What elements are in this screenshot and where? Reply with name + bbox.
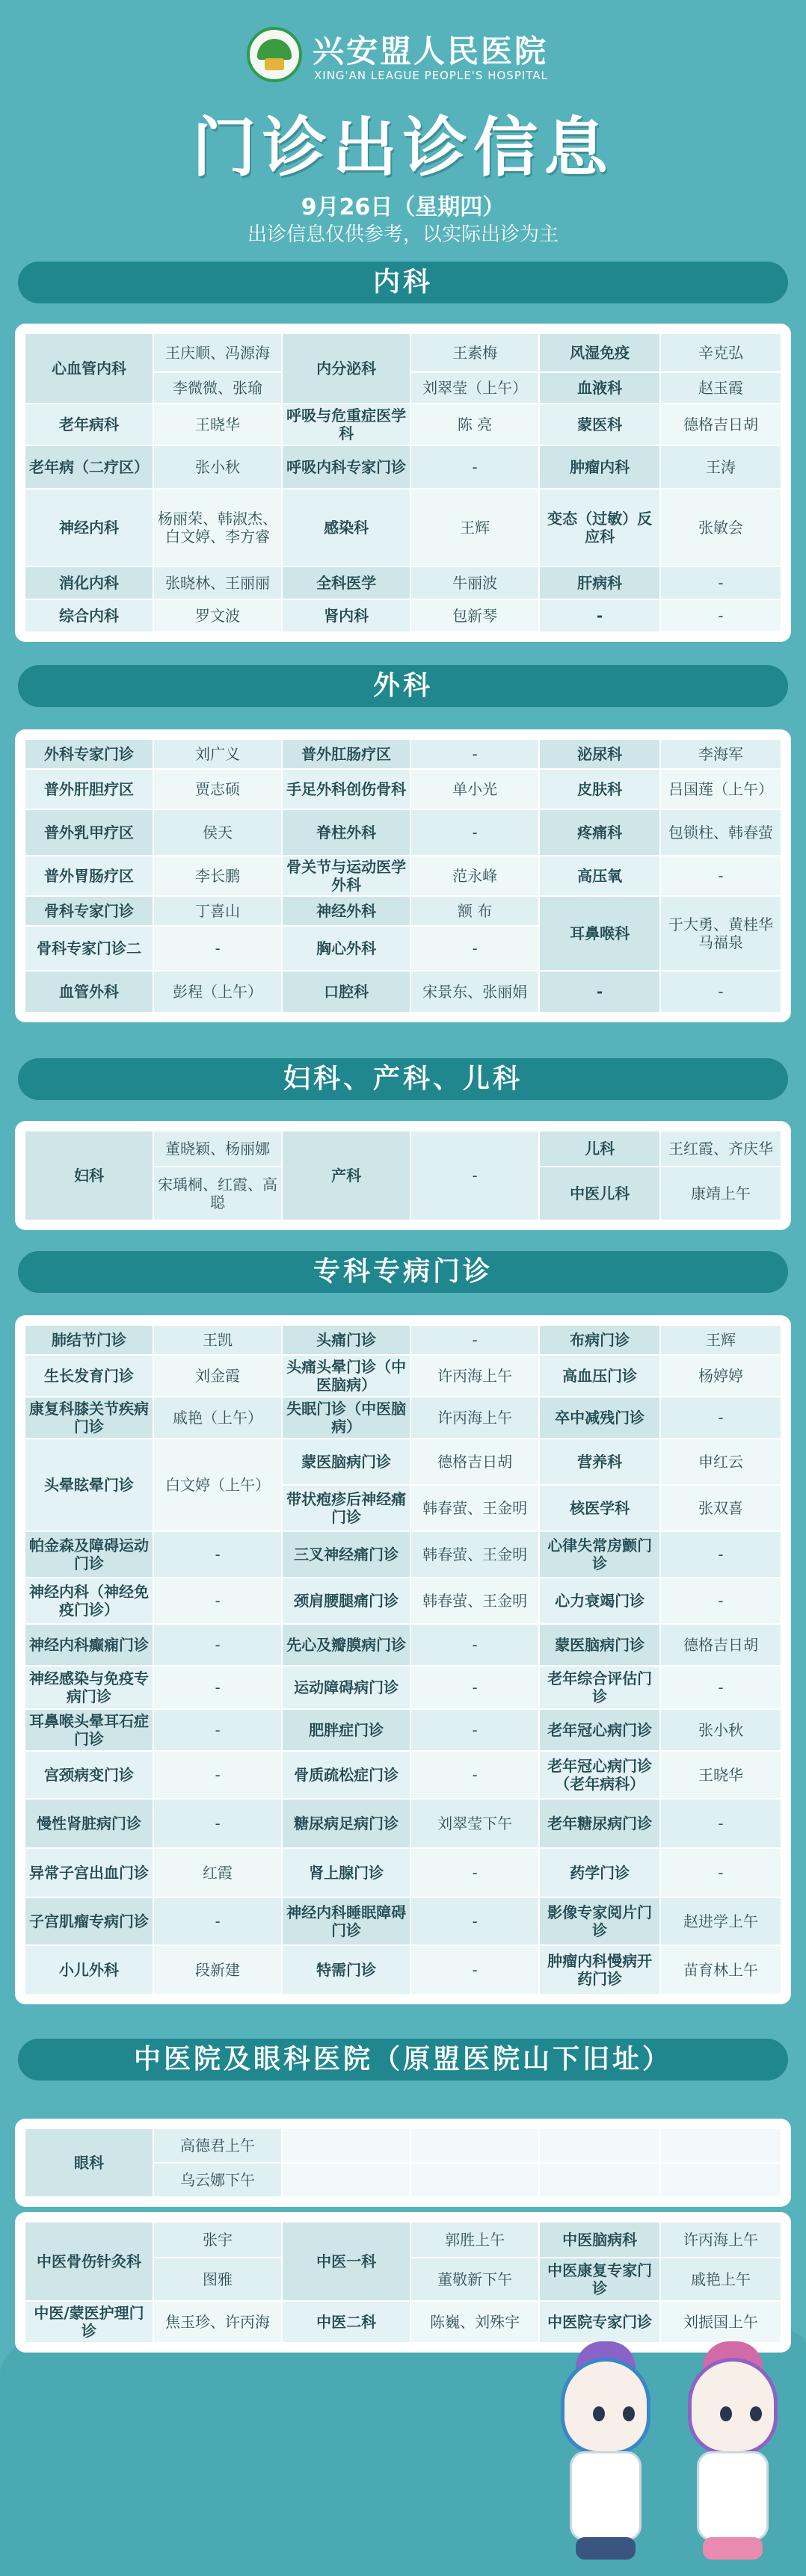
doctor-cell: - xyxy=(410,1848,539,1897)
doctor-cell: - xyxy=(660,566,781,599)
doctor-cell: - xyxy=(660,1848,781,1897)
dept-cell: 影像专家阅片门诊 xyxy=(539,1897,660,1945)
eye-table xyxy=(24,2128,782,2198)
dept-cell: 神经感染与免疫专病门诊 xyxy=(25,1666,153,1709)
doctor-cell: - xyxy=(410,739,539,769)
dept-cell: 老年病（二疗区） xyxy=(25,445,153,489)
doctor-cell: 王晓华 xyxy=(153,404,282,445)
dept-cell: 肿瘤内科 xyxy=(539,445,660,489)
doctor-cell: 德格吉日胡 xyxy=(660,404,781,445)
dept-cell: 中医院专家门诊 xyxy=(539,2301,660,2343)
empty-cell xyxy=(282,2163,410,2197)
dept-cell: 皮肤科 xyxy=(539,769,660,809)
doctor-cell: 罗文波 xyxy=(153,599,282,632)
table-row xyxy=(25,445,781,489)
table-row xyxy=(25,2128,781,2163)
dept-cell: 肥胖症门诊 xyxy=(282,1709,410,1751)
dept-cell: 老年综合评估门诊 xyxy=(539,1666,660,1709)
doctor-cell: 包新琴 xyxy=(410,599,539,632)
dept-cell: 中医骨伤针灸科 xyxy=(25,2222,153,2301)
dept-cell: 中医脑病科 xyxy=(539,2222,660,2258)
dept-cell: 老年冠心病门诊 xyxy=(539,1709,660,1751)
table-row xyxy=(25,1531,781,1578)
doctor-cell: 许丙海上午 xyxy=(410,1397,539,1439)
doctor-cell: 张双喜 xyxy=(660,1485,781,1531)
dept-cell: 肺结节门诊 xyxy=(25,1325,153,1355)
dept-cell: 中医/蒙医护理门诊 xyxy=(25,2301,153,2343)
dept-cell: 康复科膝关节疾病门诊 xyxy=(25,1397,153,1439)
doctor-cell: 德格吉日胡 xyxy=(410,1439,539,1485)
doctor-cell: - xyxy=(153,926,282,971)
section-header-obgyn: 妇科、产科、儿科 xyxy=(18,1058,788,1100)
doctor-cell: 焦玉珍、许丙海 xyxy=(153,2301,282,2343)
doctor-cell: - xyxy=(410,1945,539,1995)
doctor-cell: - xyxy=(410,1897,539,1945)
doctor-cell: 乌云娜下午 xyxy=(153,2163,282,2197)
empty-cell xyxy=(660,2128,781,2163)
table-row xyxy=(25,404,781,445)
doctor-cell: 杨丽荣、韩淑杰、白文婷、李方睿 xyxy=(153,489,282,566)
internal-table-card xyxy=(15,324,791,642)
dept-cell: 神经内科（神经免疫门诊） xyxy=(25,1578,153,1624)
doctor-cell: 王辉 xyxy=(410,489,539,566)
empty-cell xyxy=(539,2163,660,2197)
dept-cell: 高压氧 xyxy=(539,856,660,896)
empty-cell xyxy=(410,2163,539,2197)
dept-cell: 普外肝胆疗区 xyxy=(25,769,153,809)
dept-cell: 卒中减残门诊 xyxy=(539,1397,660,1439)
doctor-cell: 贾志硕 xyxy=(153,769,282,809)
doctor-cell: 丁喜山 xyxy=(153,896,282,926)
dept-cell: 消化内科 xyxy=(25,566,153,599)
doctor-cell: - xyxy=(410,445,539,489)
doctor-cell: 赵进学上午 xyxy=(660,1897,781,1945)
doctor-cell: 申红云 xyxy=(660,1439,781,1485)
mascot-coat xyxy=(697,2451,769,2541)
dept-cell: 肿瘤内科慢病开药门诊 xyxy=(539,1945,660,1995)
dept-cell: 耳鼻喉科 xyxy=(539,896,660,971)
doctor-cell: 牛丽波 xyxy=(410,566,539,599)
doctor-cell: 李微微、张瑜 xyxy=(153,372,282,404)
doctor-cell: 张晓林、王丽丽 xyxy=(153,566,282,599)
dept-cell: 中医一科 xyxy=(282,2222,410,2301)
dept-cell: 老年病科 xyxy=(25,404,153,445)
tcm-table xyxy=(24,2221,782,2344)
dept-cell: 眼科 xyxy=(25,2128,153,2197)
dept-cell: 肾内科 xyxy=(282,599,410,632)
doctor-cell: 段新建 xyxy=(153,1945,282,1995)
dept-cell: 血管外科 xyxy=(25,971,153,1013)
doctor-cell: 包锁柱、韩春萤 xyxy=(660,809,781,856)
page-header xyxy=(0,0,806,258)
hospital-name-en: XING'AN LEAGUE PEOPLE'S HOSPITAL xyxy=(314,69,548,82)
doctor-cell: 王素梅 xyxy=(410,333,539,372)
table-row xyxy=(25,489,781,566)
doctor-cell: 彭程（上午） xyxy=(153,971,282,1013)
doctor-cell: 戚艳上午 xyxy=(660,2258,781,2301)
doctor-cell: 张宇 xyxy=(153,2222,282,2258)
dept-cell: 产科 xyxy=(282,1131,410,1220)
dept-cell: 颈肩腰腿痛门诊 xyxy=(282,1578,410,1624)
table-row xyxy=(25,1897,781,1945)
dept-cell: 帕金森及障碍运动门诊 xyxy=(25,1531,153,1578)
notice-text: 出诊信息仅供参考，以实际出诊为主 xyxy=(247,223,559,246)
doctor-cell: 范永峰 xyxy=(410,856,539,896)
dept-cell: 蒙医脑病门诊 xyxy=(539,1624,660,1666)
doctor-cell: 王凯 xyxy=(153,1325,282,1355)
doctor-cell: 杨婷婷 xyxy=(660,1355,781,1397)
doctor-cell: 吕国莲（上午） xyxy=(660,769,781,809)
dept-cell: 神经内科睡眠障碍门诊 xyxy=(282,1897,410,1945)
table-row xyxy=(25,1666,781,1709)
dept-cell: 风湿免疫 xyxy=(539,333,660,372)
dept-cell: 外科专家门诊 xyxy=(25,739,153,769)
dept-cell: 中医康复专家门诊 xyxy=(539,2258,660,2301)
obgyn-table-card xyxy=(15,1121,791,1230)
doctor-cell: - xyxy=(153,1666,282,1709)
mascot-feet xyxy=(576,2537,636,2560)
doctor-cell: 侯天 xyxy=(153,809,282,856)
doctor-cell: - xyxy=(410,1325,539,1355)
dept-cell: 慢性肾脏病门诊 xyxy=(25,1799,153,1848)
table-row xyxy=(25,566,781,599)
doctor-cell: - xyxy=(410,1751,539,1799)
table-row xyxy=(25,2222,781,2258)
dept-cell: 失眠门诊（中医脑病） xyxy=(282,1397,410,1439)
doctor-cell: - xyxy=(660,1531,781,1578)
dept-cell: 神经外科 xyxy=(282,896,410,926)
table-row xyxy=(25,1355,781,1397)
eye-table-card xyxy=(15,2119,791,2207)
doctor-cell: - xyxy=(660,856,781,896)
doctor-cell: 苗育林上午 xyxy=(660,1945,781,1995)
table-row xyxy=(25,1945,781,1995)
table-row xyxy=(25,1848,781,1897)
doctor-cell: 张小秋 xyxy=(153,445,282,489)
dept-cell: 血液科 xyxy=(539,372,660,404)
date-label: 9月26日（星期四） xyxy=(301,194,505,220)
mascot-head xyxy=(688,2358,778,2455)
mascot-nurse xyxy=(680,2358,785,2567)
table-row xyxy=(25,2301,781,2343)
doctor-cell: - xyxy=(660,1397,781,1439)
empty-cell xyxy=(282,2128,410,2163)
hospital-name-cn: 兴安盟人民医院 xyxy=(313,33,549,70)
dept-cell: 口腔科 xyxy=(282,971,410,1013)
dept-cell: 蒙医脑病门诊 xyxy=(282,1439,410,1485)
table-row xyxy=(25,856,781,896)
dept-cell: 特需门诊 xyxy=(282,1945,410,1995)
dept-cell: 神经内科癫痫门诊 xyxy=(25,1624,153,1666)
dept-cell: 营养科 xyxy=(539,1439,660,1485)
doctor-cell: - xyxy=(410,1131,539,1220)
dept-cell: 糖尿病足病门诊 xyxy=(282,1799,410,1848)
surgery-table xyxy=(24,738,782,1013)
dept-cell: 手足外科创伤骨科 xyxy=(282,769,410,809)
doctor-cell: - xyxy=(153,1578,282,1624)
dept-cell: 药学门诊 xyxy=(539,1848,660,1897)
doctor-cell: - xyxy=(153,1897,282,1945)
dept-cell: 骨质疏松症门诊 xyxy=(282,1751,410,1799)
table-row xyxy=(25,1624,781,1666)
dept-cell: 综合内科 xyxy=(25,599,153,632)
table-row xyxy=(25,1131,781,1167)
doctor-cell: 高德君上午 xyxy=(153,2128,282,2163)
doctor-cell: 宋景东、张丽娟 xyxy=(410,971,539,1013)
doctor-cell: 张小秋 xyxy=(660,1709,781,1751)
dept-cell: 老年糖尿病门诊 xyxy=(539,1799,660,1848)
doctor-cell: - xyxy=(660,1799,781,1848)
doctor-cell: - xyxy=(153,1751,282,1799)
dept-cell: 脊柱外科 xyxy=(282,809,410,856)
dept-cell: 肾上腺门诊 xyxy=(282,1848,410,1897)
doctor-cell: - xyxy=(660,1666,781,1709)
doctor-cell: 张敏会 xyxy=(660,489,781,566)
hospital-logo xyxy=(247,24,561,84)
doctor-cell: 郭胜上午 xyxy=(410,2222,539,2258)
table-row xyxy=(25,739,781,769)
dept-cell: 胸心外科 xyxy=(282,926,410,971)
table-row xyxy=(25,1751,781,1799)
dept-cell: 心力衰竭门诊 xyxy=(539,1578,660,1624)
doctor-cell: 王辉 xyxy=(660,1325,781,1355)
tcm-table-card xyxy=(15,2212,791,2353)
dept-cell: 骨科专家门诊二 xyxy=(25,926,153,971)
dept-cell: 小儿外科 xyxy=(25,1945,153,1995)
specialty-table xyxy=(24,1324,782,1995)
dept-cell: - xyxy=(539,599,660,632)
dept-cell: 呼吸与危重症医学科 xyxy=(282,404,410,445)
doctor-cell: 韩春萤、王金明 xyxy=(410,1485,539,1531)
section-header-surgery: 外科 xyxy=(18,665,788,707)
obgyn-table xyxy=(24,1130,782,1221)
doctor-cell: - xyxy=(660,1578,781,1624)
doctor-cell: 戚艳（上午） xyxy=(153,1397,282,1439)
mascot-doctor xyxy=(553,2358,658,2567)
doctor-cell: 图雅 xyxy=(153,2258,282,2301)
doctor-cell: 刘广义 xyxy=(153,739,282,769)
mascot-feet xyxy=(703,2537,763,2560)
dept-cell: 老年冠心病门诊（老年病科） xyxy=(539,1751,660,1799)
empty-cell xyxy=(539,2128,660,2163)
doctor-cell: 宋瑀桐、红霞、高聪 xyxy=(153,1167,282,1220)
dept-cell: 呼吸内科专家门诊 xyxy=(282,445,410,489)
dept-cell: 蒙医科 xyxy=(539,404,660,445)
dept-cell: 疼痛科 xyxy=(539,809,660,856)
table-row xyxy=(25,1799,781,1848)
table-row xyxy=(25,333,781,372)
doctor-cell: 额 布 xyxy=(410,896,539,926)
doctor-cell: 韩春萤、王金明 xyxy=(410,1531,539,1578)
doctor-cell: - xyxy=(153,1531,282,1578)
doctor-cell: 王涛 xyxy=(660,445,781,489)
section-header-tcm: 中医院及眼科医院（原盟医院山下旧址） xyxy=(18,2039,788,2081)
table-row xyxy=(25,599,781,632)
dept-cell: 中医儿科 xyxy=(539,1167,660,1220)
specialty-table-card xyxy=(15,1315,791,2004)
doctor-cell: 辛克弘 xyxy=(660,333,781,372)
doctor-cell: 单小光 xyxy=(410,769,539,809)
dept-cell: 变态（过敏）反应科 xyxy=(539,489,660,566)
section-header-specialty: 专科专病门诊 xyxy=(18,1251,788,1293)
doctor-cell: - xyxy=(153,1624,282,1666)
table-row xyxy=(25,1397,781,1439)
section-header-internal: 内科 xyxy=(18,262,788,303)
doctor-cell: 许丙海上午 xyxy=(410,1355,539,1397)
doctor-cell: - xyxy=(410,1709,539,1751)
table-row xyxy=(25,896,781,926)
dept-cell: 先心及瓣膜病门诊 xyxy=(282,1624,410,1666)
dept-cell: 普外肛肠疗区 xyxy=(282,739,410,769)
doctor-cell: 德格吉日胡 xyxy=(660,1624,781,1666)
doctor-cell: - xyxy=(660,971,781,1013)
doctor-cell: 刘振国上午 xyxy=(660,2301,781,2343)
dept-cell: 内分泌科 xyxy=(282,333,410,404)
dept-cell: 高血压门诊 xyxy=(539,1355,660,1397)
doctor-cell: 王庆顺、冯源海 xyxy=(153,333,282,372)
doctor-cell: - xyxy=(660,599,781,632)
doctor-cell: 陈 亮 xyxy=(410,404,539,445)
doctor-cell: 陈巍、刘殊宇 xyxy=(410,2301,539,2343)
mascot-coat xyxy=(570,2451,642,2541)
dept-cell: 头痛门诊 xyxy=(282,1325,410,1355)
page-title: 门诊出诊信息 xyxy=(192,111,614,185)
doctor-cell: 王红霞、齐庆华 xyxy=(660,1131,781,1167)
dept-cell: 异常子宫出血门诊 xyxy=(25,1848,153,1897)
doctor-cell: 白文婷（上午） xyxy=(153,1439,282,1531)
doctor-cell: 董晓颖、杨丽娜 xyxy=(153,1131,282,1167)
dept-cell: 头痛头晕门诊（中医脑病） xyxy=(282,1355,410,1397)
dept-cell: 全科医学 xyxy=(282,566,410,599)
table-row xyxy=(25,1325,781,1355)
doctor-cell: - xyxy=(410,809,539,856)
dept-cell: 骨关节与运动医学外科 xyxy=(282,856,410,896)
doctor-cell: 李长鹏 xyxy=(153,856,282,896)
surgery-table-card xyxy=(15,729,791,1022)
mascot-head xyxy=(561,2358,650,2455)
doctor-cell: 刘金霞 xyxy=(153,1355,282,1397)
doctor-cell: 董敬新下午 xyxy=(410,2258,539,2301)
doctor-cell: 康靖上午 xyxy=(660,1167,781,1220)
doctor-cell: - xyxy=(410,926,539,971)
internal-medicine-table xyxy=(24,333,782,633)
dept-cell: 感染科 xyxy=(282,489,410,566)
doctor-cell: - xyxy=(153,1709,282,1751)
dept-cell: 儿科 xyxy=(539,1131,660,1167)
dept-cell: 肝病科 xyxy=(539,566,660,599)
empty-cell xyxy=(410,2128,539,2163)
table-row xyxy=(25,1439,781,1485)
doctor-cell: 于大勇、黄桂华马福泉 xyxy=(660,896,781,971)
table-row xyxy=(25,971,781,1013)
table-row xyxy=(25,1578,781,1624)
dept-cell: 运动障碍病门诊 xyxy=(282,1666,410,1709)
dept-cell: 神经内科 xyxy=(25,489,153,566)
empty-cell xyxy=(660,2163,781,2197)
dept-cell: 生长发育门诊 xyxy=(25,1355,153,1397)
doctor-cell: - xyxy=(410,1624,539,1666)
dept-cell: 普外胃肠疗区 xyxy=(25,856,153,896)
table-row xyxy=(25,769,781,809)
dept-cell: 带状疱疹后神经痛门诊 xyxy=(282,1485,410,1531)
table-row xyxy=(25,809,781,856)
doctor-cell: 赵玉霞 xyxy=(660,372,781,404)
doctor-cell: 韩春萤、王金明 xyxy=(410,1578,539,1624)
doctor-cell: 许丙海上午 xyxy=(660,2222,781,2258)
dept-cell: 心血管内科 xyxy=(25,333,153,404)
doctor-cell: 刘翠莹下午 xyxy=(410,1799,539,1848)
dept-cell: 子宫肌瘤专病门诊 xyxy=(25,1897,153,1945)
hospital-emblem-icon xyxy=(247,27,302,82)
doctor-cell: 王晓华 xyxy=(660,1751,781,1799)
doctor-cell: - xyxy=(153,1799,282,1848)
dept-cell: 中医二科 xyxy=(282,2301,410,2343)
dept-cell: 泌尿科 xyxy=(539,739,660,769)
dept-cell: 骨科专家门诊 xyxy=(25,896,153,926)
table-row xyxy=(25,1709,781,1751)
dept-cell: 布病门诊 xyxy=(539,1325,660,1355)
dept-cell: 核医学科 xyxy=(539,1485,660,1531)
doctor-cell: 红霞 xyxy=(153,1848,282,1897)
dept-cell: 妇科 xyxy=(25,1131,153,1220)
doctor-cell: 刘翠莹（上午） xyxy=(410,372,539,404)
dept-cell: 普外乳甲疗区 xyxy=(25,809,153,856)
dept-cell: 心律失常房颤门诊 xyxy=(539,1531,660,1578)
doctor-cell: - xyxy=(410,1666,539,1709)
dept-cell: - xyxy=(539,971,660,1013)
dept-cell: 耳鼻喉头晕耳石症门诊 xyxy=(25,1709,153,1751)
dept-cell: 三叉神经痛门诊 xyxy=(282,1531,410,1578)
dept-cell: 宫颈病变门诊 xyxy=(25,1751,153,1799)
doctor-cell: 李海军 xyxy=(660,739,781,769)
dept-cell: 头晕眩晕门诊 xyxy=(25,1439,153,1531)
